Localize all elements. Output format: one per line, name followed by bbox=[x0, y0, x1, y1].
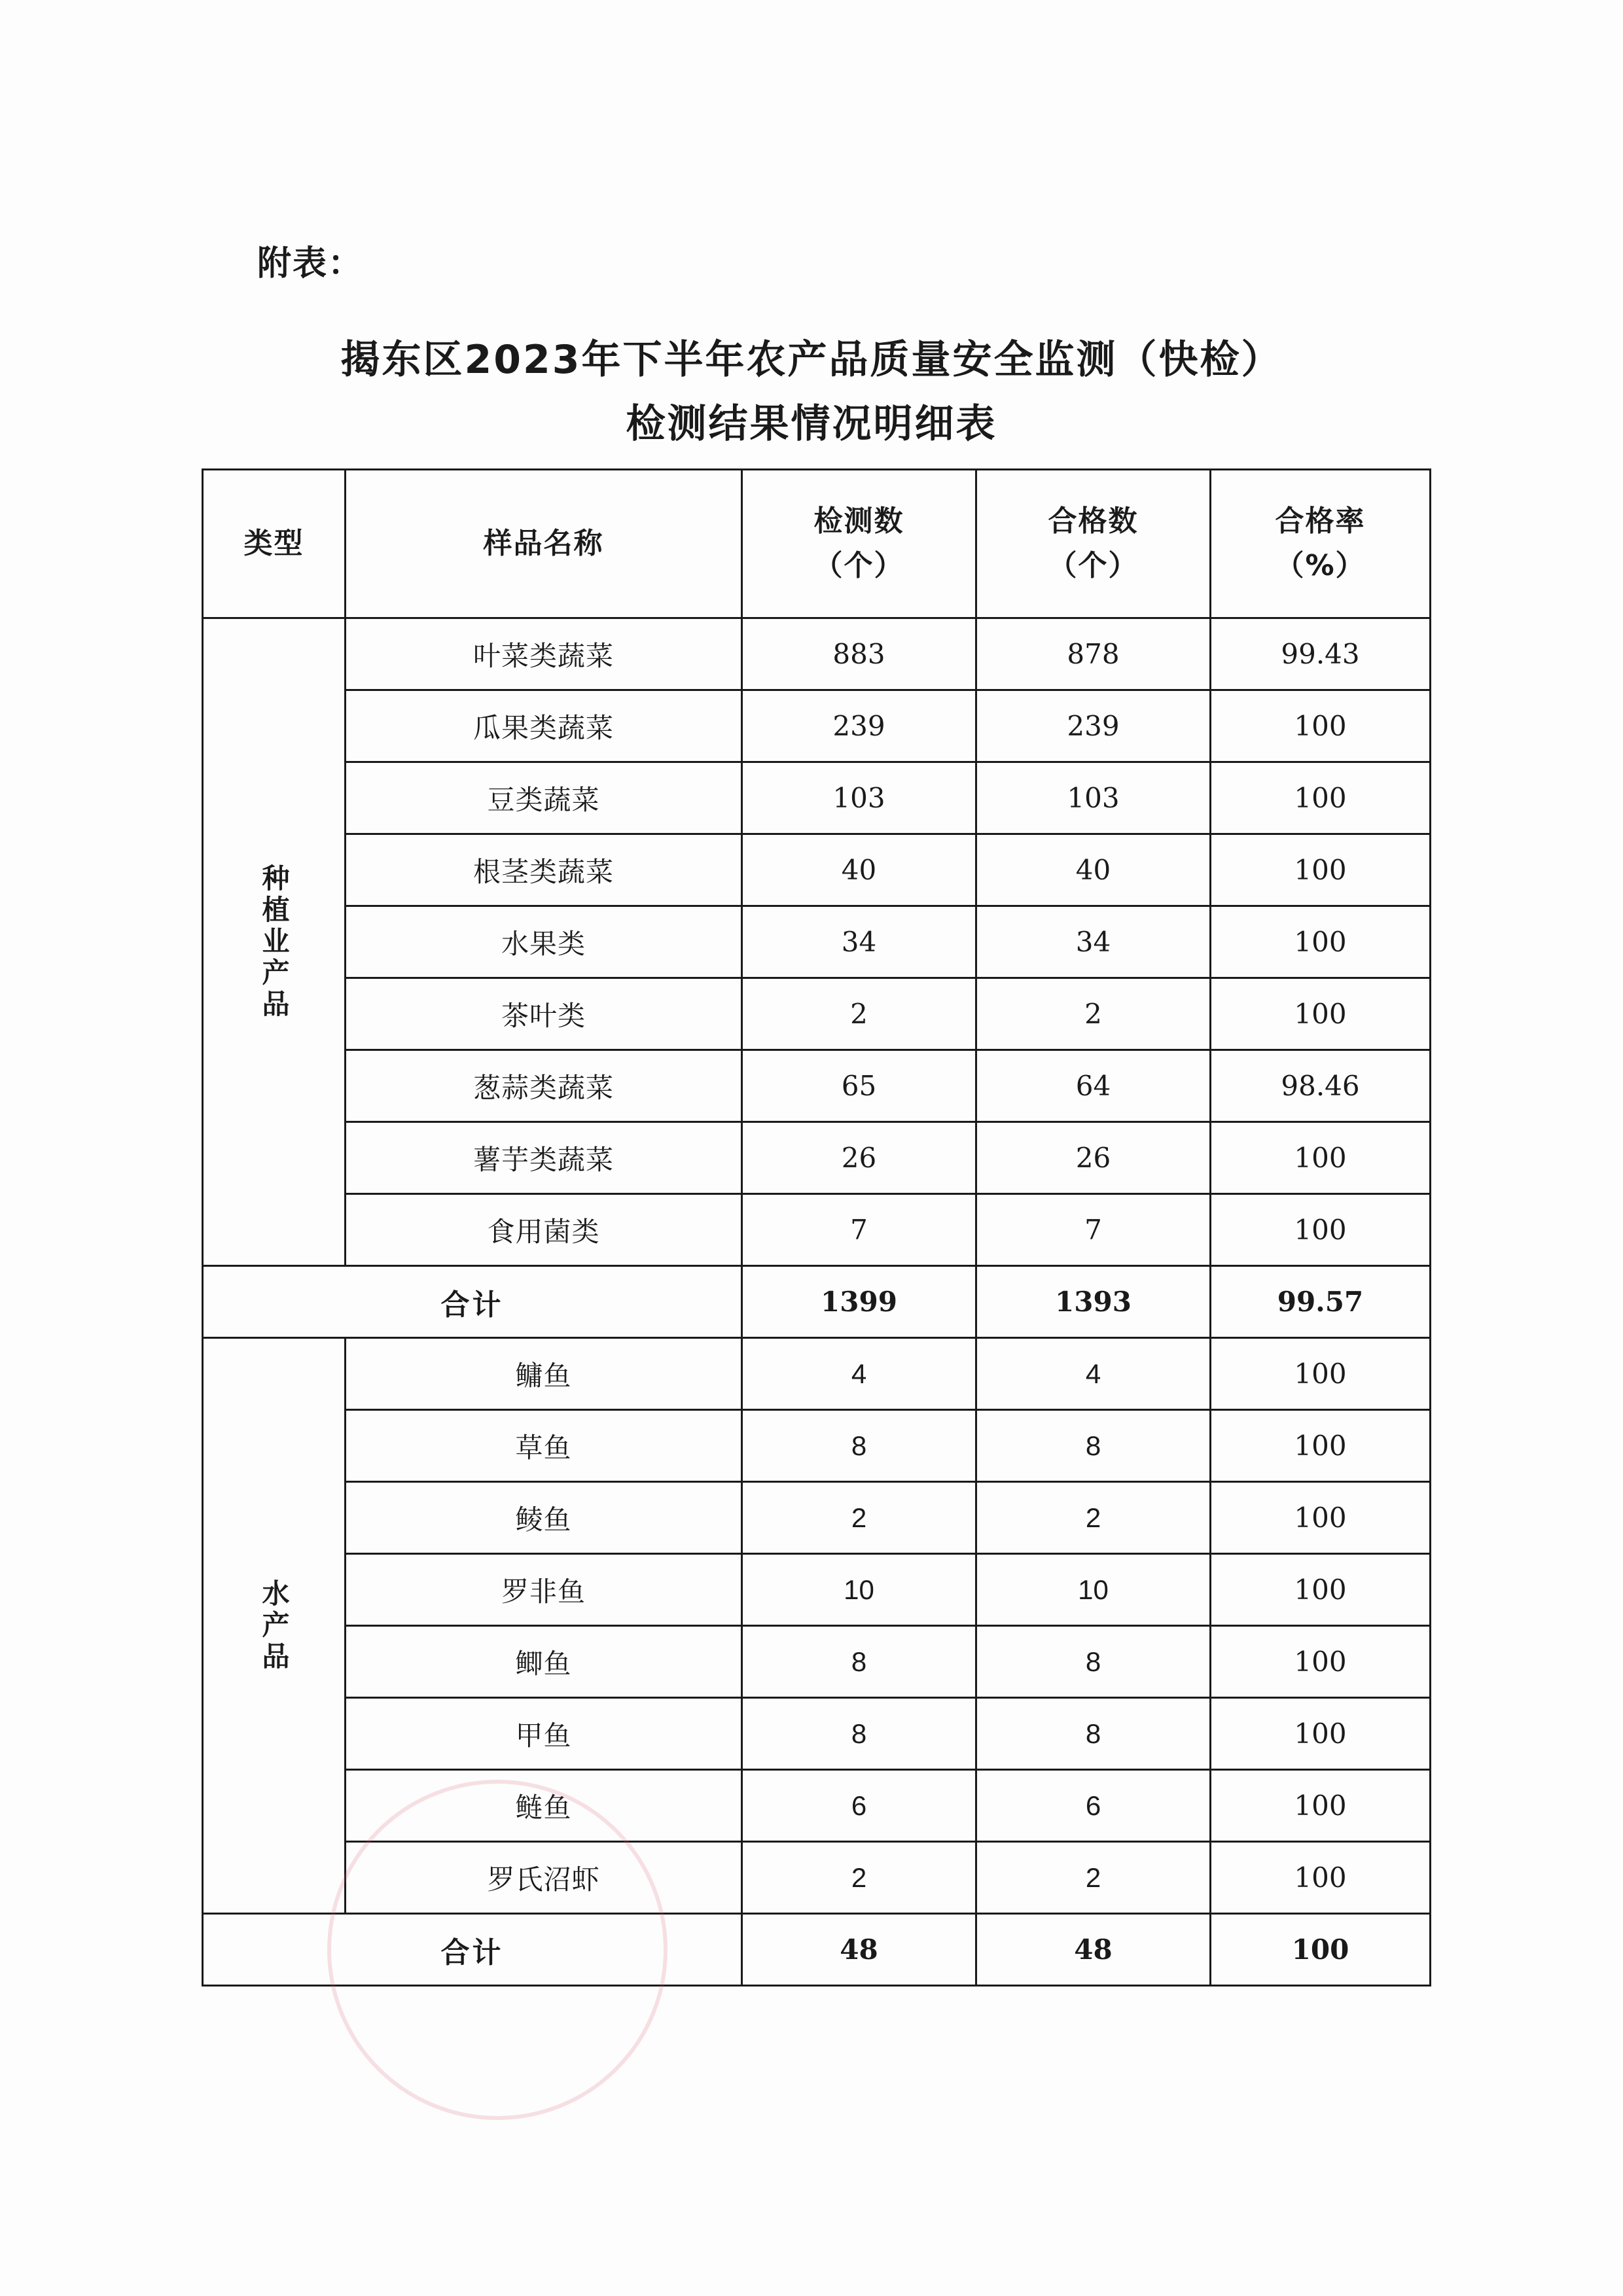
category-label: 水产品 bbox=[258, 1578, 291, 1673]
pass-rate: 100 bbox=[1211, 1194, 1431, 1266]
passed-count: 6 bbox=[976, 1770, 1211, 1842]
pass-rate: 100 bbox=[1211, 1122, 1431, 1194]
passed-count: 2 bbox=[976, 1482, 1211, 1554]
tested-count: 239 bbox=[742, 690, 976, 762]
table-row bbox=[203, 834, 1431, 906]
category-cell-planting bbox=[203, 618, 346, 1266]
results-table bbox=[202, 468, 1431, 1987]
pass-rate: 100 bbox=[1211, 978, 1431, 1050]
subtotal-rate: 100 bbox=[1211, 1914, 1431, 1986]
table-row bbox=[203, 618, 1431, 690]
table-row bbox=[203, 1194, 1431, 1266]
document-subtitle: 检测结果情况明细表 bbox=[626, 401, 997, 447]
column-header-tested-unit: （个） bbox=[813, 549, 904, 582]
pass-rate: 100 bbox=[1211, 1626, 1431, 1698]
sample-name: 叶菜类蔬菜 bbox=[346, 618, 742, 690]
pass-rate: 100 bbox=[1211, 906, 1431, 978]
tested-count: 26 bbox=[742, 1122, 976, 1194]
passed-count: 2 bbox=[976, 978, 1211, 1050]
table-row bbox=[203, 1410, 1431, 1482]
tested-count: 6 bbox=[742, 1770, 976, 1842]
sample-name: 鲫鱼 bbox=[346, 1626, 742, 1698]
table-row bbox=[203, 906, 1431, 978]
table-header-row bbox=[203, 470, 1431, 618]
sample-name: 鲢鱼 bbox=[346, 1770, 742, 1842]
table-row bbox=[203, 1050, 1431, 1122]
tested-count: 8 bbox=[742, 1410, 976, 1482]
pass-rate: 100 bbox=[1211, 1410, 1431, 1482]
sample-name: 水果类 bbox=[346, 906, 742, 978]
subtotal-row bbox=[203, 1266, 1431, 1338]
tested-count: 7 bbox=[742, 1194, 976, 1266]
tested-count: 103 bbox=[742, 762, 976, 834]
pass-rate: 100 bbox=[1211, 1770, 1431, 1842]
column-header-tested bbox=[742, 470, 976, 618]
pass-rate: 100 bbox=[1211, 690, 1431, 762]
table-row bbox=[203, 1482, 1431, 1554]
pass-rate: 100 bbox=[1211, 1698, 1431, 1770]
sample-name: 罗非鱼 bbox=[346, 1554, 742, 1626]
sample-name: 草鱼 bbox=[346, 1410, 742, 1482]
pass-rate: 99.43 bbox=[1211, 618, 1431, 690]
column-header-passed-label: 合格数 bbox=[1048, 504, 1139, 538]
sample-name: 根茎类蔬菜 bbox=[346, 834, 742, 906]
pass-rate: 100 bbox=[1211, 834, 1431, 906]
sample-name: 葱蒜类蔬菜 bbox=[346, 1050, 742, 1122]
sample-name: 茶叶类 bbox=[346, 978, 742, 1050]
table-row bbox=[203, 1554, 1431, 1626]
sample-name: 豆类蔬菜 bbox=[346, 762, 742, 834]
tested-count: 4 bbox=[742, 1338, 976, 1410]
subtotal-rate: 99.57 bbox=[1211, 1266, 1431, 1338]
passed-count: 10 bbox=[976, 1554, 1211, 1626]
passed-count: 103 bbox=[976, 762, 1211, 834]
attachment-label: 附表： bbox=[257, 244, 364, 283]
table-row bbox=[203, 762, 1431, 834]
sample-name: 罗氏沼虾 bbox=[346, 1842, 742, 1914]
category-label: 种植业产品 bbox=[258, 863, 291, 1021]
column-header-rate-unit: （%） bbox=[1275, 549, 1366, 582]
tested-count: 2 bbox=[742, 1842, 976, 1914]
tested-count: 8 bbox=[742, 1626, 976, 1698]
subtotal-tested: 48 bbox=[742, 1914, 976, 1986]
passed-count: 26 bbox=[976, 1122, 1211, 1194]
column-header-rate bbox=[1211, 470, 1431, 618]
tested-count: 8 bbox=[742, 1698, 976, 1770]
column-header-type bbox=[203, 470, 346, 618]
official-seal-stamp bbox=[327, 1780, 668, 2120]
tested-count: 883 bbox=[742, 618, 976, 690]
subtotal-passed: 1393 bbox=[976, 1266, 1211, 1338]
pass-rate: 100 bbox=[1211, 762, 1431, 834]
table-row bbox=[203, 978, 1431, 1050]
tested-count: 34 bbox=[742, 906, 976, 978]
pass-rate: 100 bbox=[1211, 1482, 1431, 1554]
table-row bbox=[203, 1698, 1431, 1770]
passed-count: 4 bbox=[976, 1338, 1211, 1410]
pass-rate: 100 bbox=[1211, 1554, 1431, 1626]
passed-count: 239 bbox=[976, 690, 1211, 762]
sample-name: 鳙鱼 bbox=[346, 1338, 742, 1410]
table-row bbox=[203, 1122, 1431, 1194]
column-header-type-label: 类型 bbox=[243, 527, 304, 560]
column-header-name-label: 样品名称 bbox=[483, 527, 604, 560]
sample-name: 瓜果类蔬菜 bbox=[346, 690, 742, 762]
table-row bbox=[203, 690, 1431, 762]
table-row bbox=[203, 1626, 1431, 1698]
passed-count: 8 bbox=[976, 1410, 1211, 1482]
table-row bbox=[203, 1338, 1431, 1410]
pass-rate: 100 bbox=[1211, 1338, 1431, 1410]
sample-name: 薯芋类蔬菜 bbox=[346, 1122, 742, 1194]
tested-count: 65 bbox=[742, 1050, 976, 1122]
pass-rate: 100 bbox=[1211, 1842, 1431, 1914]
subtotal-tested: 1399 bbox=[742, 1266, 976, 1338]
tested-count: 2 bbox=[742, 978, 976, 1050]
column-header-passed bbox=[976, 470, 1211, 618]
sample-name: 食用菌类 bbox=[346, 1194, 742, 1266]
passed-count: 7 bbox=[976, 1194, 1211, 1266]
subtotal-passed: 48 bbox=[976, 1914, 1211, 1986]
tested-count: 10 bbox=[742, 1554, 976, 1626]
sample-name: 甲鱼 bbox=[346, 1698, 742, 1770]
passed-count: 2 bbox=[976, 1842, 1211, 1914]
sample-name: 鲮鱼 bbox=[346, 1482, 742, 1554]
passed-count: 878 bbox=[976, 618, 1211, 690]
document-title: 揭东区2023年下半年农产品质量安全监测（快检） bbox=[340, 337, 1283, 383]
column-header-passed-unit: （个） bbox=[1048, 549, 1139, 582]
subtotal-label: 合计 bbox=[203, 1266, 742, 1338]
passed-count: 8 bbox=[976, 1698, 1211, 1770]
passed-count: 64 bbox=[976, 1050, 1211, 1122]
tested-count: 2 bbox=[742, 1482, 976, 1554]
tested-count: 40 bbox=[742, 834, 976, 906]
subtotal-label: 合计 bbox=[203, 1914, 742, 1986]
passed-count: 34 bbox=[976, 906, 1211, 978]
column-header-rate-label: 合格率 bbox=[1275, 504, 1366, 538]
category-cell-aquatic bbox=[203, 1338, 346, 1914]
pass-rate: 98.46 bbox=[1211, 1050, 1431, 1122]
passed-count: 40 bbox=[976, 834, 1211, 906]
column-header-name bbox=[346, 470, 742, 618]
passed-count: 8 bbox=[976, 1626, 1211, 1698]
column-header-tested-label: 检测数 bbox=[813, 504, 904, 538]
